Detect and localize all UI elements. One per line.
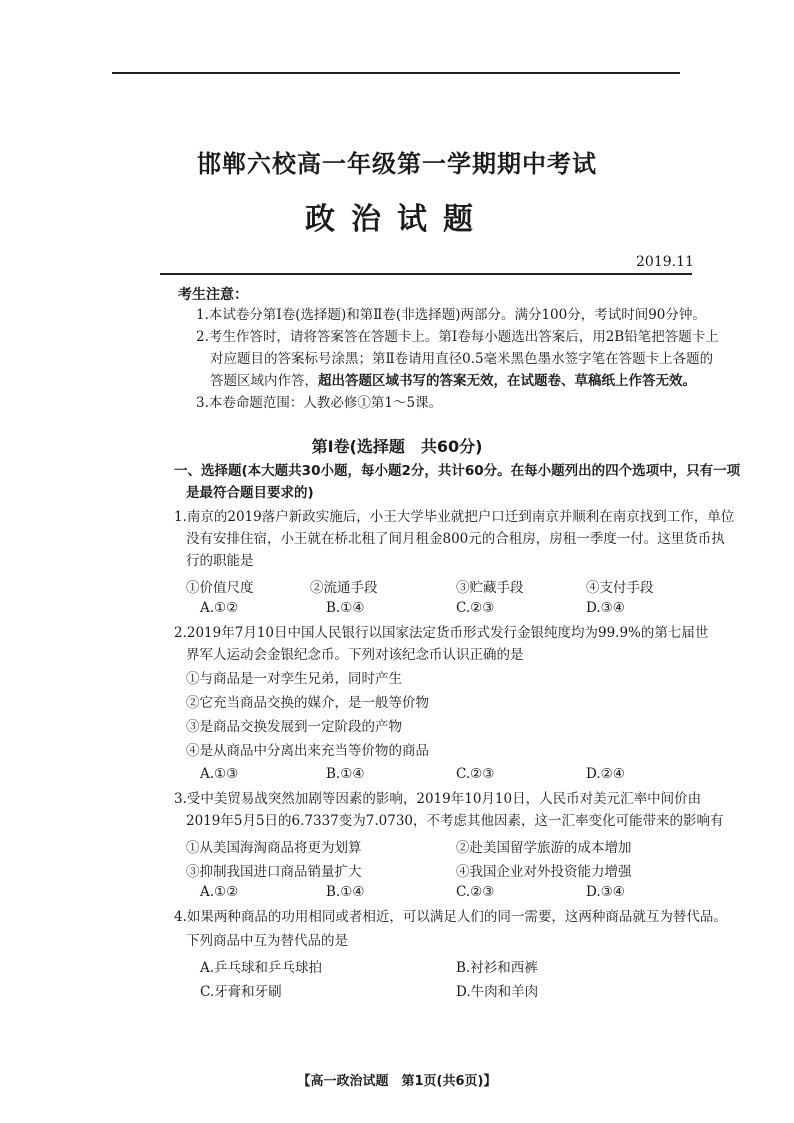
notice-item-part: 答题区域内作答， <box>210 373 318 389</box>
q2-option: A.①③ <box>200 766 239 782</box>
notice-item-line <box>210 372 696 390</box>
q1-stem: 1.南京的2019落户新政实施后，小王大学毕业就把户口迁到南京并顺利在南京找到工作，单位 <box>174 509 735 525</box>
q4-stem: 4.如果两种商品的功用相同或者相近，可以满足人们的同一需要，这两种商品就互为替代品。 <box>174 909 727 925</box>
q1-item: ④支付手段 <box>586 580 654 596</box>
q4-option: B.衬衫和西裤 <box>456 960 538 976</box>
notice-item: 1.本试卷分第Ⅰ卷(选择题)和第Ⅱ卷(非选择题)两部分。满分100分，考试时间90分钟。 <box>196 307 706 323</box>
q3-option: B.①④ <box>326 884 365 900</box>
q2-option: D.②④ <box>586 766 625 782</box>
q4-option: D.牛肉和羊肉 <box>456 984 539 1000</box>
q3-item: ④我国企业对外投资能力增强 <box>456 864 632 880</box>
part1-title: 第Ⅰ卷(选择题 共60分) <box>311 437 483 456</box>
notice-warning: 超出答题区域书写的答案无效，在试题卷、草稿纸上作答无效。 <box>318 373 696 389</box>
q2-item: ③是商品交换发展到一定阶段的产物 <box>186 719 402 735</box>
page-footer: 【高一政治试题 第1页(共6页)】 <box>297 1074 497 1089</box>
q3-item: ③抑制我国进口商品销量扩大 <box>186 864 362 880</box>
q2-stem: 界军人运动会金银纪念币。下列对该纪念币认识正确的是 <box>186 647 524 663</box>
q4-option: C.牙膏和牙刷 <box>200 984 282 1000</box>
q1-stem: 没有安排住宿，小王就在桥北租了间月租金800元的合租房，房租一季度一付。这里货币执 <box>186 531 725 547</box>
q4-stem: 下列商品中互为替代品的是 <box>186 933 348 949</box>
q3-option: D.③④ <box>586 884 625 900</box>
exam-subject: 政治试题 <box>305 202 489 237</box>
exam-title: 邯郸六校高一年级第一学期期中考试 <box>197 150 597 178</box>
q1-option: C.②③ <box>456 600 495 616</box>
q3-option: C.②③ <box>456 884 495 900</box>
q3-stem: 2019年5月5日的6.7337变为7.0730，不考虑其他因素，这一汇率变化可能带来的影响有 <box>186 813 724 829</box>
q3-option: A.①② <box>200 884 239 900</box>
q1-stem: 行的职能是 <box>186 553 254 569</box>
notice-item: 2.考生作答时，请将答案答在答题卡上。第Ⅰ卷每小题选出答案后，用2B铅笔把答题卡上 <box>196 329 719 345</box>
q3-item: ②赴美国留学旅游的成本增加 <box>456 840 632 856</box>
q2-item: ②它充当商品交换的媒介，是一般等价物 <box>186 695 429 711</box>
exam-date: 2019.11 <box>636 254 694 270</box>
q1-option: B.①④ <box>326 600 365 616</box>
top-rule <box>112 72 680 74</box>
q2-option: C.②③ <box>456 766 495 782</box>
notice-item: 3.本卷命题范围：人教必修①第1～5课。 <box>196 395 443 411</box>
q4-option: A.乒乓球和乒乓球拍 <box>200 960 323 976</box>
part1-instructions: 一、选择题(本大题共30小题，每小题2分，共计60分。在每小题列出的四个选项中，只有一项 <box>174 463 741 479</box>
q1-item: ①价值尺度 <box>186 580 254 596</box>
q2-item: ①与商品是一对孪生兄弟，同时产生 <box>186 671 402 687</box>
q2-item: ④是从商品中分离出来充当等价物的商品 <box>186 743 429 759</box>
part1-instructions-cont: 是最符合题目要求的) <box>186 485 314 501</box>
q3-item: ①从美国海淘商品将更为划算 <box>186 840 362 856</box>
q1-item: ②流通手段 <box>310 580 378 596</box>
q1-option: D.③④ <box>586 600 625 616</box>
q1-item: ③贮藏手段 <box>456 580 524 596</box>
notice-item: 对应题目的答案标号涂黑；第Ⅱ卷请用直径0.5毫米黑色墨水签字笔在答题卡上各题的 <box>210 351 714 367</box>
header-rule <box>160 273 692 275</box>
q3-stem: 3.受中美贸易战突然加剧等因素的影响，2019年10月10日，人民币对美元汇率中间价由 <box>174 791 702 807</box>
q1-option: A.①② <box>200 600 239 616</box>
q2-option: B.①④ <box>326 766 365 782</box>
notice-title: 考生注意： <box>178 287 248 303</box>
q2-stem: 2.2019年7月10日中国人民银行以国家法定货币形式发行金银纯度均为99.9%的第七届世 <box>174 625 709 641</box>
